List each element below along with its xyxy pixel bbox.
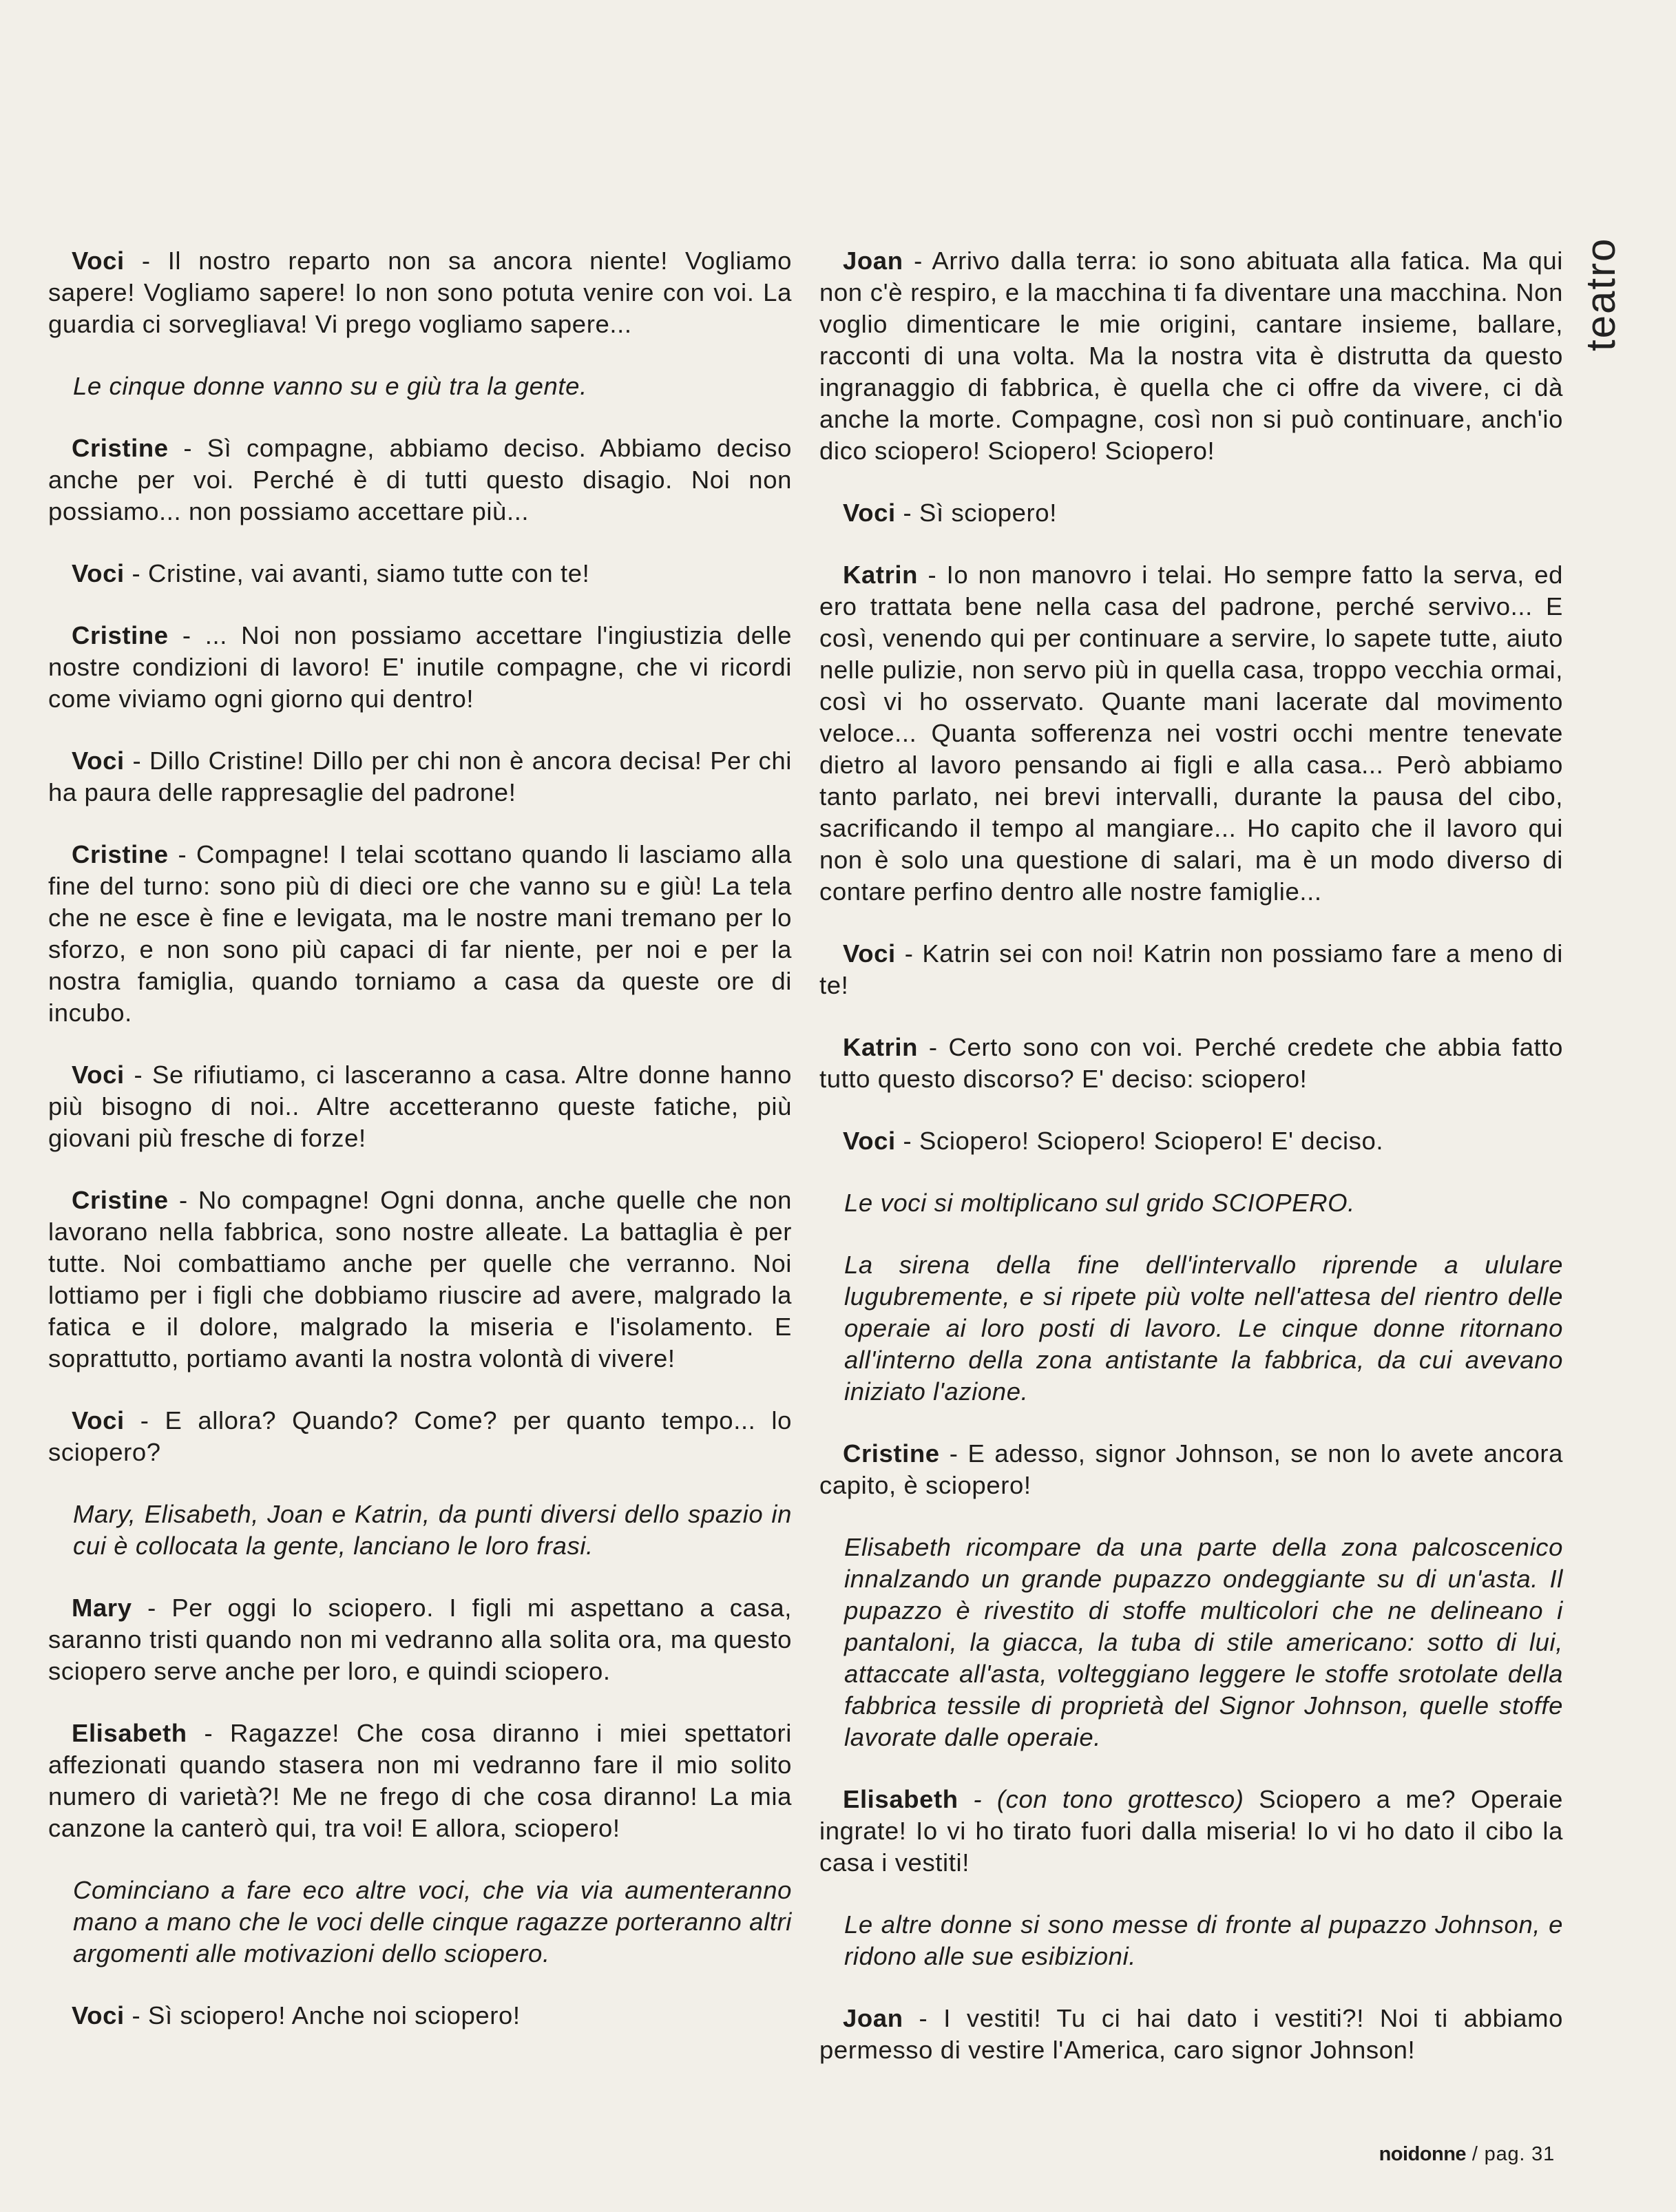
magazine-name: noidonne <box>1379 2143 1467 2165</box>
dialogue-paragraph <box>819 559 1563 908</box>
dialogue-paragraph <box>48 620 792 715</box>
speaker-name: Voci <box>72 247 125 275</box>
speaker-name: Voci <box>72 559 125 587</box>
dialogue-text: - Ragazze! Che cosa diranno i miei spettatori affezionati quando stasera non mi vedranno fare il mio solito numero di varietà?! Me ne frego di che cosa diranno! La mia canzone la canterò qui, tra voi! E allora, sciopero! <box>48 1719 792 1842</box>
dialogue-text: - Io non manovro i telai. Ho sempre fatto la serva, ed ero trattata bene nella casa del padrone, perché servivo... E così, venendo qui per continuare a servire, lo sapete tutte, aiuto nelle pulizie, non servo più in quella casa, troppo vecchia ormai, così vi ho osservato. Quante mani lacerate dal movimento veloce... Quanta sofferenza nei vostri occhi mentre tenevate dietro al lavoro pensando ai figli e alla casa... Però abbiamo tanto parlato, nei brevi intervalli, durante la pausa del cibo, sacrificando il tempo al mangiare... Ho capito che il lavoro qui non è solo una questione di salari, ma è un modo diverso di contare perfino dentro alle nostre famiglie... <box>819 561 1563 906</box>
dialogue-text: - E allora? Quando? Come? per quanto tempo... lo sciopero? <box>48 1406 792 1466</box>
speaker-name: Katrin <box>843 561 919 589</box>
dialogue-text: - Per oggi lo sciopero. I figli mi aspettano a casa, saranno tristi quando non mi vedranno alla solita ora, ma questo sciopero serve anche per loro, e quindi sciopero. <box>48 1594 792 1685</box>
speaker-name: Joan <box>843 2004 903 2032</box>
footer-separator: / <box>1471 2143 1478 2165</box>
dialogue-paragraph <box>48 432 792 528</box>
inline-stage-direction: - (con tono grottesco) <box>958 1785 1244 1813</box>
dialogue-text: - Compagne! I telai scottano quando li lasciamo alla fine del turno: sono più di dieci ore che vanno su e giù! La tela che ne esce è fine e levigata, ma le nostre mani tremano per lo sforzo, e non sono più capaci di far niente, per noi e per la nostra famiglia, quando torniamo a casa da queste ore di incubo. <box>48 840 792 1027</box>
stage-direction: La sirena della fine dell'intervallo riprende a ululare lugubremente, e si ripete più volte nell'attesa del rientro delle operaie ai loro posti di lavoro. Le cinque donne ritornano all'interno della zona antistante la fabbrica, da cui avevano iniziato l'azione. <box>844 1251 1563 1406</box>
dialogue-paragraph <box>819 2003 1563 2066</box>
stage-direction: Le altre donne si sono messe di fronte al pupazzo Johnson, e ridono alle sue esibizioni. <box>844 1910 1563 1970</box>
speaker-name: Voci <box>72 1406 125 1434</box>
stage-direction: Mary, Elisabeth, Joan e Katrin, da punti diversi dello spazio in cui è collocata la gente, lanciano le loro frasi. <box>73 1500 792 1560</box>
dialogue-text: - Se rifiutiamo, ci lasceranno a casa. Altre donne hanno più bisogno di noi.. Altre accetteranno queste fatiche, più giovani più fresche di forze! <box>48 1061 792 1152</box>
dialogue-paragraph <box>819 1125 1563 1157</box>
speaker-name: Voci <box>72 2001 125 2030</box>
speaker-name: Joan <box>843 247 903 275</box>
dialogue-text: - ... Noi non possiamo accettare l'ingiustizia delle nostre condizioni di lavoro! E' inutile compagne, che vi ricordi come viviamo ogni giorno qui dentro! <box>48 621 792 713</box>
dialogue-paragraph <box>48 839 792 1029</box>
dialogue-text: - E adesso, signor Johnson, se non lo avete ancora capito, è sciopero! <box>819 1439 1563 1499</box>
dialogue-paragraph <box>819 1032 1563 1095</box>
dialogue-paragraph <box>819 1784 1563 1879</box>
speaker-name: Cristine <box>72 1186 169 1214</box>
speaker-name: Elisabeth <box>72 1719 187 1747</box>
dialogue-paragraph <box>48 1059 792 1154</box>
dialogue-text: - Sciopero! Sciopero! Sciopero! E' deciso. <box>895 1127 1384 1155</box>
dialogue-text: - Sì sciopero! <box>895 499 1057 527</box>
page-number: pag. 31 <box>1484 2143 1555 2165</box>
dialogue-paragraph <box>48 558 792 589</box>
speaker-name: Voci <box>843 939 896 968</box>
stage-direction: Le cinque donne vanno su e giù tra la gente. <box>73 372 587 400</box>
speaker-name: Cristine <box>72 434 169 462</box>
dialogue-text: - Cristine, vai avanti, siamo tutte con te! <box>124 559 590 587</box>
dialogue-paragraph <box>48 1592 792 1687</box>
stage-direction: Le voci si moltiplicano sul grido SCIOPERO. <box>844 1189 1355 1217</box>
stage-direction: Elisabeth ricompare da una parte della zona palcoscenico innalzando un grande pupazzo ondeggiante su di un'asta. Il pupazzo è rivestito di stoffe multicolori che ne delineano i pantaloni, la giacca, la tuba di stile americano: sotto di lui, attaccate all'asta, volteggiano leggere le stoffe srotolate della fabbrica tessile di proprietà del Signor Johnson, quelle stoffe lavorate dalle operaie. <box>844 1533 1563 1751</box>
dialogue-text: - Il nostro reparto non sa ancora niente! Vogliamo sapere! Vogliamo sapere! Io non sono potuta venire con voi. La guardia ci sorvegliava! Vi prego vogliamo sapere... <box>48 247 792 338</box>
left-column <box>48 245 792 2062</box>
dialogue-text: - Sì compagne, abbiamo deciso. Abbiamo deciso anche per voi. Perché è di tutti questo disagio. Noi non possiamo... non possiamo accettare più... <box>48 434 792 525</box>
dialogue-text: - Sì sciopero! Anche noi sciopero! <box>124 2001 521 2030</box>
dialogue-paragraph <box>48 745 792 808</box>
dialogue-paragraph <box>48 245 792 340</box>
dialogue-text: Sciopero a me? Operaie ingrate! Io vi ho tirato fuori dalla miseria! Io vi ho dato il cibo la casa i vestiti! <box>819 1785 1563 1877</box>
stage-direction: Cominciano a fare eco altre voci, che via via aumenteranno mano a mano che le voci delle cinque ragazze porteranno altri argomenti alle motivazioni dello sciopero. <box>73 1876 792 1968</box>
speaker-name: Mary <box>72 1594 132 1622</box>
dialogue-paragraph <box>48 2000 792 2032</box>
dialogue-paragraph <box>819 938 1563 1001</box>
dialogue-text: - I vestiti! Tu ci hai dato i vestiti?! Noi ti abbiamo permesso di vestire l'America, caro signor Johnson! <box>819 2004 1563 2064</box>
speaker-name: Katrin <box>843 1033 919 1061</box>
speaker-name: Voci <box>72 1061 125 1089</box>
dialogue-paragraph <box>819 1438 1563 1501</box>
speaker-name: Voci <box>72 747 125 775</box>
dialogue-paragraph <box>48 1405 792 1468</box>
speaker-name: Cristine <box>72 621 169 649</box>
page-footer <box>1379 2143 1555 2166</box>
speaker-name: Voci <box>843 1127 896 1155</box>
dialogue-text: - Certo sono con voi. Perché credete che abbia fatto tutto questo discorso? E' deciso: sciopero! <box>819 1033 1563 1093</box>
dialogue-paragraph <box>819 245 1563 467</box>
speaker-name: Cristine <box>843 1439 940 1468</box>
speaker-name: Elisabeth <box>843 1785 959 1813</box>
dialogue-paragraph <box>48 1185 792 1375</box>
section-label: teatro <box>1578 237 1624 351</box>
dialogue-text: - Arrivo dalla terra: io sono abituata alla fatica. Ma qui non c'è respiro, e la macchina ti fa diventare una macchina. Non voglio dimenticare le mie origini, cantare insieme, ballare, racconti di una volta. Ma la nostra vita è distrutta da questo ingranaggio di fabbrica, è quella che ci offre da vivere, ci dà anche la morte. Compagne, così non si può continuare, anch'io dico sciopero! Sciopero! Sciopero! <box>819 247 1563 465</box>
dialogue-text: - No compagne! Ogni donna, anche quelle che non lavorano nella fabbrica, sono nostre alleate. La battaglia è per tutte. Noi combattiamo anche per quelle che verranno. Noi lottiamo per i figli che dobbiamo riuscire ad avere, malgrado la fatica e il dolore, malgrado la miseria e l'isolamento. E soprattutto, portiamo avanti la nostra volontà di vivere! <box>48 1186 792 1373</box>
right-column <box>819 245 1563 2096</box>
dialogue-paragraph <box>48 1718 792 1844</box>
dialogue-paragraph <box>819 497 1563 529</box>
speaker-name: Cristine <box>72 840 169 868</box>
speaker-name: Voci <box>843 499 896 527</box>
dialogue-text: - Dillo Cristine! Dillo per chi non è ancora decisa! Per chi ha paura delle rappresaglie del padrone! <box>48 747 792 806</box>
dialogue-text: - Katrin sei con noi! Katrin non possiamo fare a meno di te! <box>819 939 1563 999</box>
